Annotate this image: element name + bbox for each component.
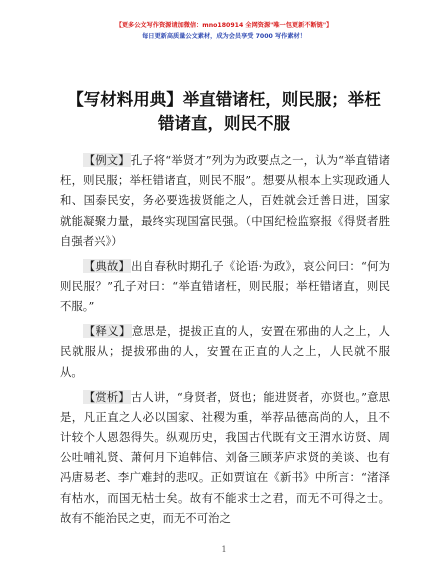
paragraph-appreciation-text: 古人讲，“身贤者，贤也；能进贤者，亦贤也。”意思是，凡正直之人必以国家、社稷为重，举荐品德高尚的人，且不计较个人恩怨得失。纵观历史，我国古代既有文王渭水访贤、周公吐哺礼贤、萧何月下追韩信、刘备三顾茅庐求贤的美谈、也有冯唐易老、李广难封的悲叹。正如贾谊在《新书》中所言：“渚泽有枯水，而国无枯士矣。故有不能求士之君，而无不可得之士。故有不能治民之吏，而无不可治之	[60, 389, 390, 525]
section-tag-meaning: 【释义】	[83, 324, 131, 339]
page-number: 1	[221, 545, 227, 554]
paragraph-meaning	[60, 321, 390, 382]
document-body	[60, 150, 390, 533]
section-tag-appreciation: 【赏析】	[83, 389, 130, 404]
section-tag-example: 【例文】	[83, 153, 130, 167]
paragraph-allusion	[60, 256, 390, 317]
section-tag-allusion: 【典故】	[83, 258, 131, 273]
paragraph-allusion-text: 出自春秋时期孔子《论语·为政》，哀公问曰：“何为则民服？”孔子对曰：“举直错诸枉，则民服；举枉错诸直，则民不服。”	[60, 258, 390, 314]
document-title: 【写材料用典】举直错诸枉，则民服；举枉错诸直，则民不服	[67, 90, 381, 133]
promo-banner-top: 【更多公文写作资源请加微信：mno180914 全网资源"唯一包更新不断链"】	[115, 22, 333, 29]
promo-banner-sub: 每日更新高质量公文素材，成为会员享受 7000 写作素材！	[142, 33, 306, 40]
paragraph-example-text: 孔子将“举贤才”列为为政要点之一，认为“举直错诸枉，则民服；举枉错诸直，则民不服”。想要从根本上实现政通人和、国泰民安，务必要选拔贤能之人，百姓就会迁善日进，国家就能凝聚力量，最终实现国富民强。（中国纪检监察报《得贤者胜自强者兴》）	[60, 153, 390, 248]
paragraph-meaning-text: 意思是，提拔正直的人，安置在邪曲的人之上，人民就服从；提拔邪曲的人，安置在正直的人之上，人民就不服从。	[60, 324, 390, 379]
paragraph-example	[60, 150, 390, 251]
paragraph-appreciation	[60, 387, 390, 528]
